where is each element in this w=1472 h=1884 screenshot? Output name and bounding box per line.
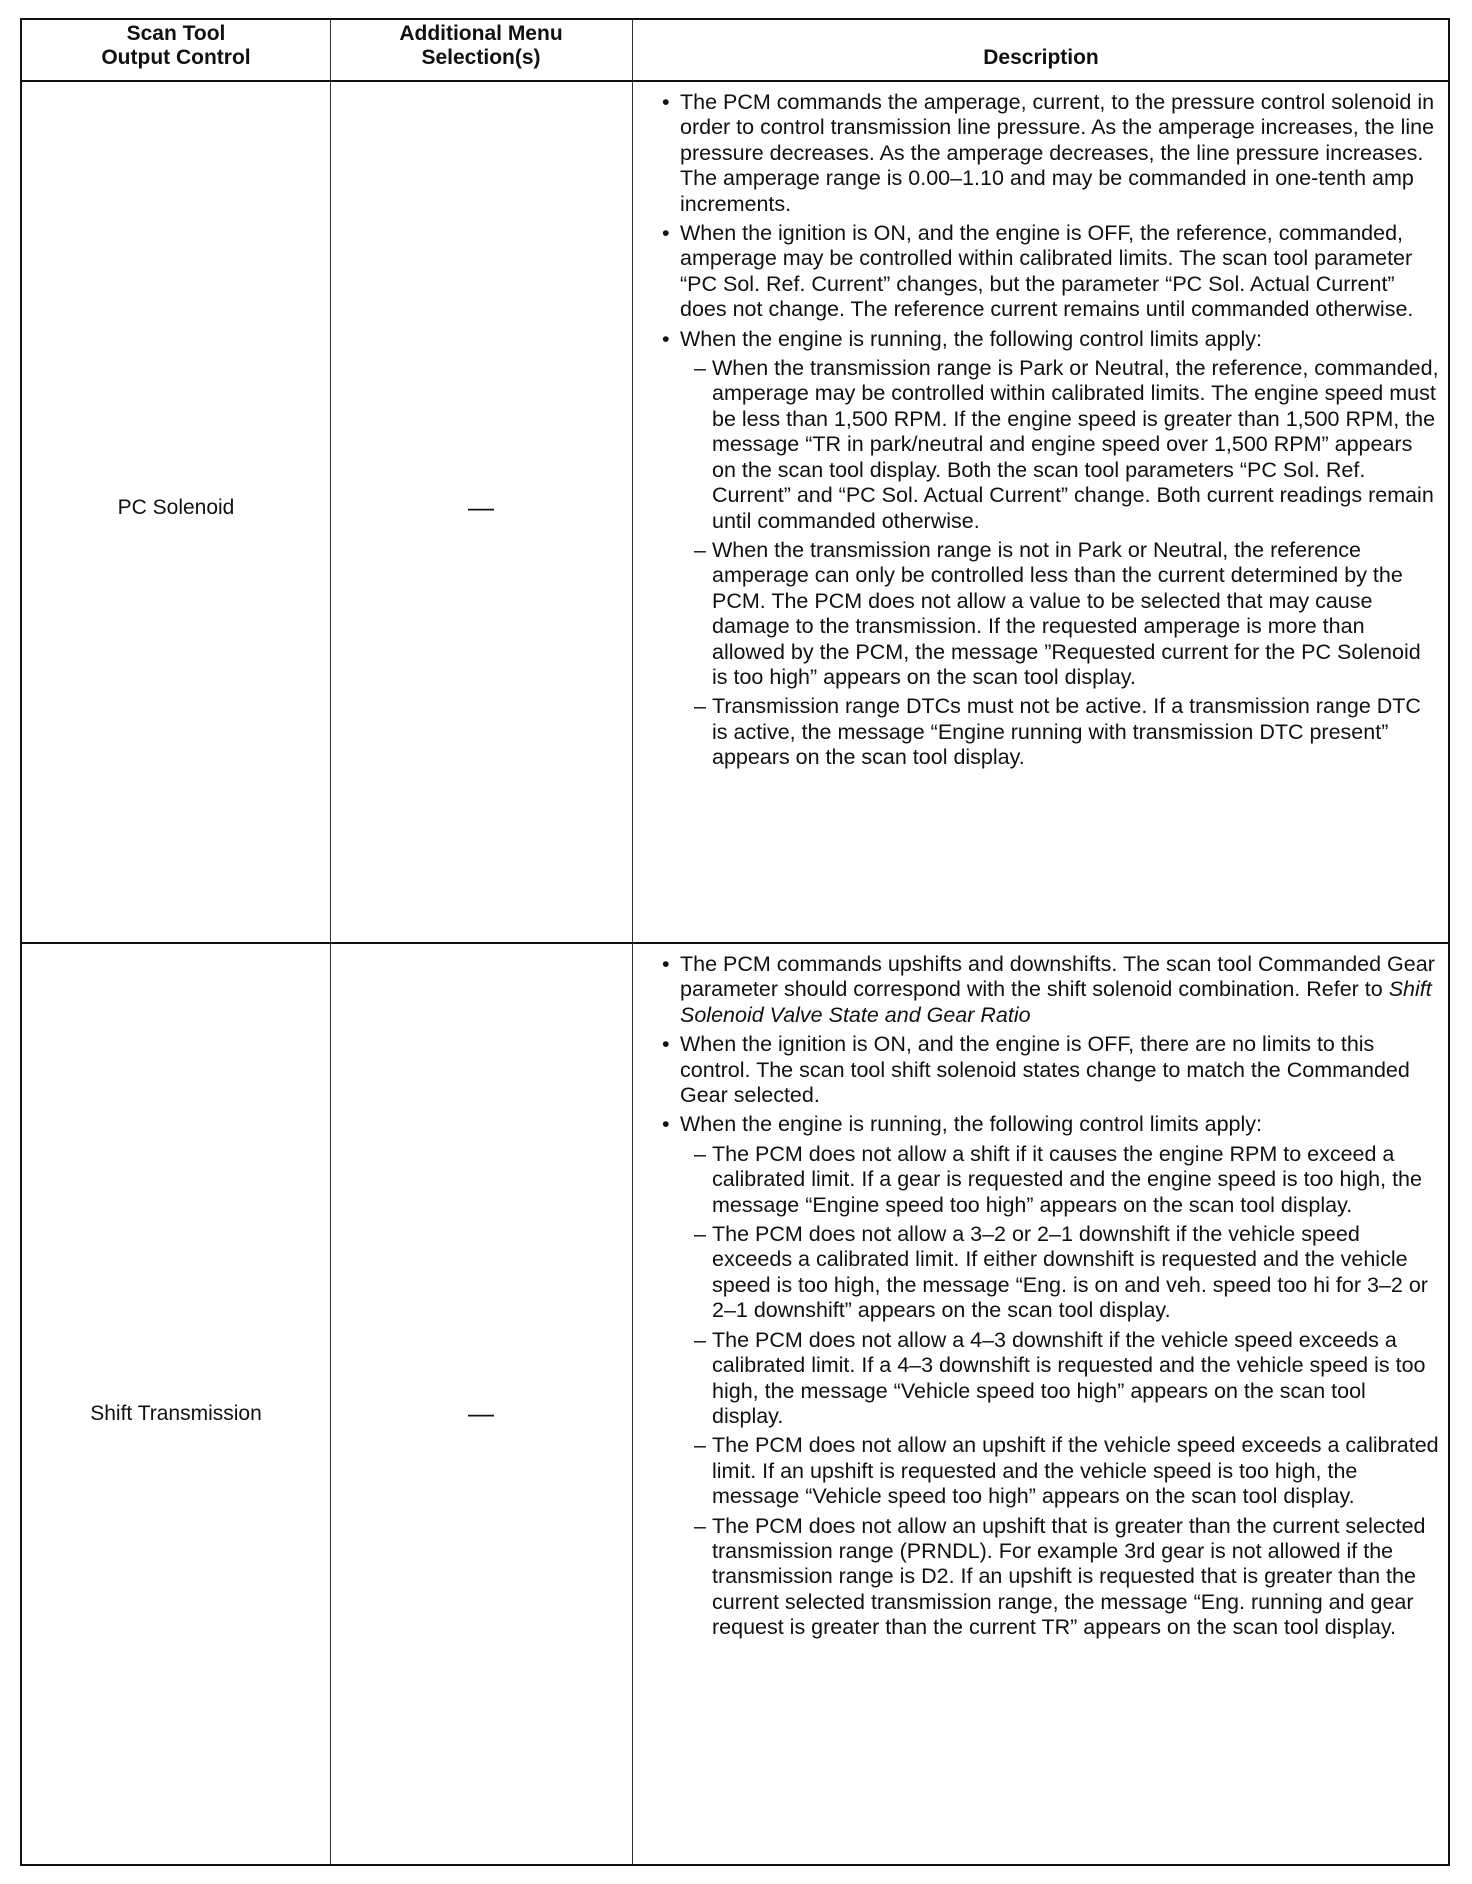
header-scan-tool-output-control — [22, 20, 330, 84]
sub-item: – The PCM does not allow an upshift that is greater than the current selected transmission range (PRNDL). For example 3rd gear is not allowed if the transmission range is D2. If an upshift is requested that is greater than the current selected transmission range, the message “Eng. running and gear request is greater than the current TR” appears on the scan tool display. — [642, 1514, 1442, 1641]
reference-link-text: Shift Solenoid Valve State and Gear Ratio — [680, 977, 1432, 1027]
bullet-item: • The PCM commands the amperage, current, to the pressure control solenoid in order to control transmission line pressure. As the amperage increases, the line pressure decreases. As the amperage decreases, the line pressure increases. The amperage range is 0.00–1.10 and may be commanded in one-tenth amp increments. — [642, 90, 1442, 217]
bullet-item: • When the ignition is ON, and the engine is OFF, the reference, commanded, amperage may be controlled within calibrated limits. The scan tool parameter “PC Sol. Ref. Current” changes, but the parameter “PC Sol. Actual Current” does not change. The reference current remains until commanded otherwise. — [642, 221, 1442, 323]
sub-item: – The PCM does not allow an upshift if the vehicle speed exceeds a calibrated limit. If an upshift is requested and the vehicle speed is too high, the message “Vehicle speed too high” appears on the scan tool display. — [642, 1433, 1442, 1509]
bullet-item: • When the ignition is ON, and the engine is OFF, there are no limits to this control. The scan tool shift solenoid states change to match the Commanded Gear selected. — [642, 1032, 1442, 1108]
bullet-item — [642, 952, 1442, 1028]
bullet-item: • When the engine is running, the following control limits apply: — [642, 1112, 1442, 1137]
sub-item: – The PCM does not allow a 3–2 or 2–1 downshift if the vehicle speed exceeds a calibrated limit. If either downshift is requested and the vehicle speed is too high, the message “Eng. is on and veh. speed too hi for 3–2 or 2–1 downshift” appears on the scan tool display. — [642, 1222, 1442, 1324]
header-col3: Description — [983, 46, 1099, 69]
header-col1-line1: Scan Tool — [126, 22, 226, 45]
header-col2-line1: Additional Menu — [399, 22, 563, 45]
control-name-shift-transmission: Shift Transmission — [90, 1402, 262, 1425]
description-pc-solenoid — [642, 90, 1442, 775]
scan-tool-output-control-table — [20, 18, 1450, 1866]
sub-item: – Transmission range DTCs must not be active. If a transmission range DTC is active, the message “Engine running with transmission DTC present” appears on the scan tool display. — [642, 694, 1442, 770]
menu-selection-shift-transmission: — — [468, 1398, 494, 1428]
menu-selection-pc-solenoid: — — [468, 492, 494, 522]
header-additional-menu-selection — [330, 20, 632, 84]
control-name-pc-solenoid: PC Solenoid — [117, 496, 235, 519]
bullet-item: • When the engine is running, the following control limits apply: — [642, 327, 1442, 352]
row-divider — [22, 942, 1448, 944]
sub-item: – When the transmission range is Park or Neutral, the reference, commanded, amperage may be controlled within calibrated limits. The engine speed must be less than 1,500 RPM. If the engine speed is greater than 1,500 RPM, the message “TR in park/neutral and engine speed over 1,500 RPM” appears on the scan tool display. Both the scan tool parameters “PC Sol. Ref. Current” and “PC Sol. Actual Current” change. Both current readings remain until commanded otherwise. — [642, 356, 1442, 534]
sub-item: – The PCM does not allow a 4–3 downshift if the vehicle speed exceeds a calibrated limit. If a 4–3 downshift is requested and the vehicle speed is too high, the message “Vehicle speed too high” appears on the scan tool display. — [642, 1328, 1442, 1430]
sub-item: – When the transmission range is not in Park or Neutral, the reference amperage can only be controlled less than the current determined by the PCM. The PCM does not allow a value to be selected that may cause damage to the transmission. If the requested amperage is more than allowed by the PCM, the message ”Requested current for the PC Solenoid is too high” appears on the scan tool display. — [642, 538, 1442, 690]
header-col2-line2: Selection(s) — [421, 46, 541, 69]
sub-item: – The PCM does not allow a shift if it causes the engine RPM to exceed a calibrated limit. If a gear is requested and the engine speed is too high, the message “Engine speed too high” appears on the scan tool display. — [642, 1142, 1442, 1218]
bullet-text: The PCM commands upshifts and downshifts. The scan tool Commanded Gear parameter should correspond with the shift solenoid combination. Refer to — [680, 952, 1435, 1002]
header-col1-line2: Output Control — [101, 46, 251, 69]
description-shift-transmission — [642, 952, 1442, 1645]
